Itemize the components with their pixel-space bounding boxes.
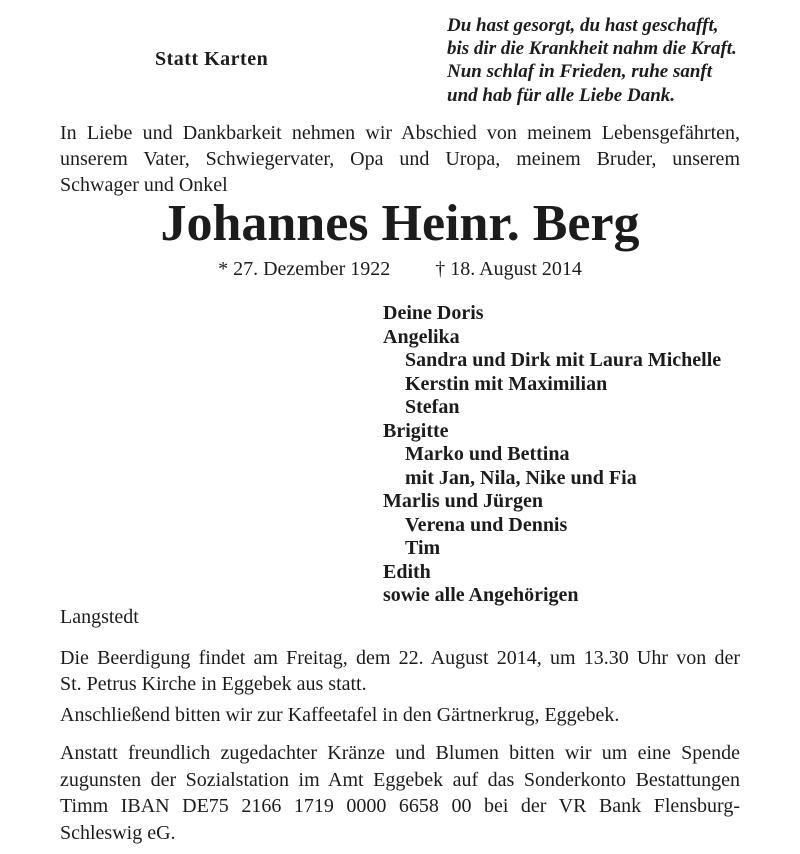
poem-line: und hab für alle Liebe Dank. bbox=[447, 84, 676, 106]
reception-details: Anschließend bitten wir zur Kaffeetafel in den Gärtnerkrug, Eggebek. bbox=[60, 704, 620, 726]
funeral-line: St. Petrus Kirche in Eggebek aus statt. bbox=[60, 673, 367, 695]
intro-line: unserem Vater, Schwiegervater, Opa und Uropa, meinem Bruder, unserem bbox=[60, 148, 740, 170]
intro-line: Schwager und Onkel bbox=[60, 174, 228, 196]
deceased-name: Johannes Heinr. Berg bbox=[160, 195, 640, 252]
funeral-details bbox=[60, 645, 740, 697]
poem-line: Du hast gesorgt, du hast geschafft, bbox=[447, 15, 719, 36]
life-dates bbox=[0, 258, 800, 281]
location-label: Langstedt bbox=[60, 606, 139, 628]
mourner-entry: Kerstin mit Maximilian bbox=[405, 372, 608, 395]
donation-line: Timm IBAN DE75 2166 1719 0000 6658 00 bei der VR Bank Flensburg- bbox=[60, 795, 740, 817]
poem-line: Nun schlaf in Frieden, ruhe sanft bbox=[447, 61, 713, 83]
memorial-poem bbox=[447, 14, 737, 107]
donation-line: Anstatt freundlich zugedachter Kränze und Blumen bitten wir um eine Spende bbox=[60, 742, 740, 764]
mourner-entry: Sandra und Dirk mit Laura Michelle bbox=[405, 349, 722, 371]
mourner-entry: Verena und Dennis bbox=[405, 513, 568, 536]
mourners-list bbox=[383, 302, 721, 608]
poem-line: bis dir die Krankheit nahm die Kraft. bbox=[447, 38, 737, 60]
statt-karten-label: Statt Karten bbox=[155, 48, 269, 70]
funeral-line: Die Beerdigung findet am Freitag, dem 22. August 2014, um 13.30 Uhr von der bbox=[60, 647, 740, 669]
donation-line: Schleswig eG. bbox=[60, 821, 176, 844]
mourner-entry: Marlis und Jürgen bbox=[383, 490, 544, 512]
mourner-entry: Tim bbox=[405, 537, 441, 559]
mourner-entry: Brigitte bbox=[383, 419, 449, 442]
mourner-entry: mit Jan, Nila, Nike und Fia bbox=[405, 466, 637, 489]
birth-date: * 27. Dezember 1922 bbox=[218, 258, 391, 280]
donation-details bbox=[60, 740, 740, 846]
mourner-entry: Edith bbox=[383, 560, 431, 583]
mourner-entry: Marko und Bettina bbox=[405, 443, 570, 465]
intro-text bbox=[60, 120, 740, 198]
mourner-entry: Angelika bbox=[383, 325, 460, 348]
death-date: † 18. August 2014 bbox=[435, 258, 582, 280]
mourner-entry: Deine Doris bbox=[383, 302, 484, 324]
intro-line: In Liebe und Dankbarkeit nehmen wir Abschied von meinem Lebensgefährten, bbox=[60, 122, 740, 144]
mourner-entry: Stefan bbox=[405, 396, 460, 418]
donation-line: zugunsten der Sozialstation im Amt Eggebek auf das Sonderkonto Bestattungen bbox=[60, 768, 740, 791]
mourner-entry: sowie alle Angehörigen bbox=[383, 584, 579, 606]
